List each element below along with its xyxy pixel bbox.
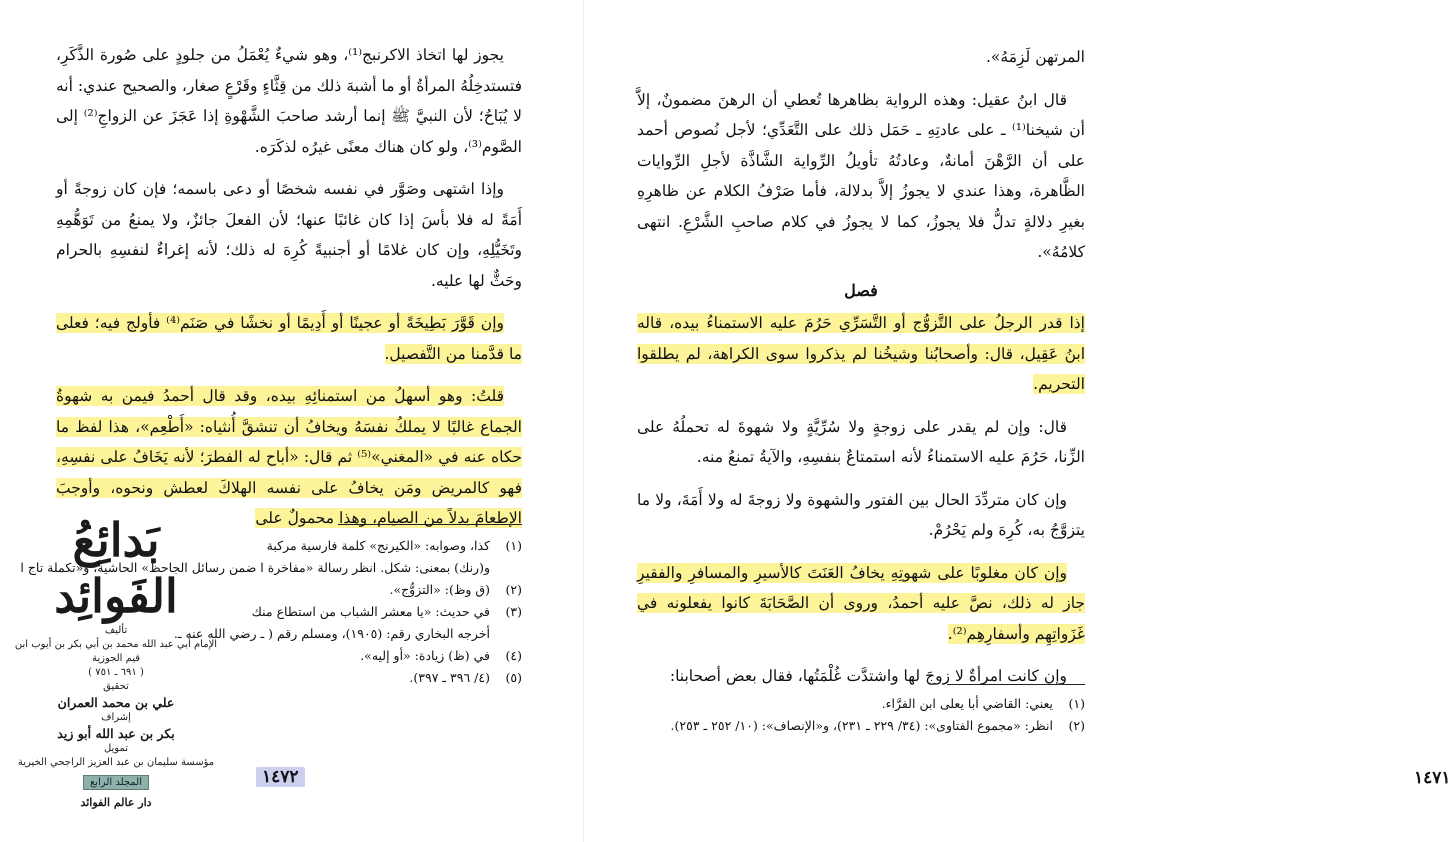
footnote xyxy=(232,579,522,601)
footnote-number: (٤) xyxy=(505,648,522,663)
footnote-number: (١) xyxy=(1068,696,1085,711)
cover-title: بَدائِعُ الفَوائِد xyxy=(54,513,178,623)
footnote-text: يعني: القاضي أبا يعلى ابن الفرَّاء. xyxy=(881,696,1053,711)
footnote-divider xyxy=(947,684,1085,685)
footnote-divider xyxy=(338,524,522,525)
right-paragraph-7: وإن كانت امرأةٌ لا زوجَ لها واشتدَّت غُلْمَتُها، فقال بعض أصحابنا: xyxy=(669,667,1067,685)
footnote xyxy=(232,645,522,667)
cover-funder: مؤسسة سليمان بن عبد العزيز الراجحي الخيرية xyxy=(17,757,215,768)
right-paragraph-3 xyxy=(637,308,1085,400)
left-paragraph-3 xyxy=(56,308,522,369)
right-paragraph-6 xyxy=(637,558,1085,650)
page-number: ١٤٧١ xyxy=(1414,768,1451,788)
cover-funding-label: تمويل xyxy=(103,743,129,754)
footnote xyxy=(173,601,522,645)
cover-author: الإمام أبي عبد الله محمد بن أبي بكر بن أيوب ابن قيم الجوزية xyxy=(14,639,218,664)
right-paragraph-4: قال: وإن لم يقدر على زوجةٍ ولا سُرِّيَّةٍ ولا شهوةَ له تحملُهُ على الزِّنا، حَرُمَ عليه الاستمناءُ لأنه استمتاعٌ بنفسِهِ، والآيةُ تمنعُ منه. xyxy=(637,417,1085,466)
highlight: قلتُ: وهو أسهلُ من استمنائِهِ بيده، وقد قال أحمدُ فيمن به شهوةُ الجماع غالبًا لا يملكُ نفسَهُ ويخافُ أن تنشقَّ أُنثياه: «أَطْعِم»، هذا لفظ ما حكاه عنه في «المغني»⁽⁵⁾ ثم قال: «أباح له الفطرَ؛ لأنه يَخَافُ على نفسِهِ، فهو كالمريض ومَن يخافُ على نفسه الهلاكَ لعطش ونحوه، وأوجبَ الإطعامَ بدلاً من الصيام، وهذا محمولٌ على xyxy=(56,387,522,527)
right-page xyxy=(585,0,1451,842)
left-page xyxy=(0,0,584,842)
right-footnotes xyxy=(637,693,1085,737)
highlight: إذا قدر الرجلُ على التَّزوُّج أو التَّسَرِّي حَرُمَ عليه الاستمناءُ بيده، قاله ابنُ عَقِيل، قال: وأصحابُنا وشيخُنا لم يذكروا سوى الكراهة، لم يطلقوا التحريم. xyxy=(637,314,1085,393)
book-cover-thumbnail xyxy=(14,508,218,838)
footnote-text: (٤/ ٣٩٦ ـ ٣٩٧). xyxy=(409,670,490,685)
footnote-text: في (ظ) زيادة: «أو إليه». xyxy=(360,648,490,663)
right-body-text xyxy=(637,42,1085,692)
highlight: وإن كان مغلوبًا على شهوتِهِ يخافُ العَنَتَ كالأسيرِ والمسافرِ والفقيرِ جاز له ذلك، نصَّ عليه أحمدُ، وروى أن الصَّحَابَةَ كانوا يفعلونه في غَزَواتِهِم وأسفارِهِم⁽²⁾. xyxy=(637,563,1085,643)
cover-publisher: دار عالم الفوائد xyxy=(80,796,152,809)
footnote xyxy=(637,715,1085,737)
cover-editor: علي بن محمد العمران xyxy=(57,695,175,710)
publisher-logo xyxy=(14,796,218,809)
footnote-continuation: أخرجه البخاري رقم: (١٩٠٥)، ومسلم رقم ( ـ رضي الله عنه ـ. xyxy=(173,626,490,641)
right-paragraph-2: قال ابنُ عقيل: وهذه الرواية بظاهرها تُعطي أن الرهنَ مضمونٌ، إلاَّ أن شيخنا⁽¹⁾ ـ على عادتِهِ ـ حَمَل ذلك على التَّعَدِّي؛ لأجل نُصوص أحمد على أن الرَّهْنَ أمانةٌ، وعادتُهُ تأويلُ الرِّواية الشَّاذَّة لأجلِ الرِّوايات الظَّاهرة، وهذا عندي لا يجوزُ إلاَّ بدلالة، فأما صَرْفُ الكلام عن ظاهرِهِ بغيرِ دلالةٍ تدلُّ فلا يجوزُ، كما لا يجوزُ في كلام صاحبِ الشَّرْعِ. انتهى كلامُهُ». xyxy=(637,90,1085,261)
section-heading: فصل xyxy=(844,280,878,300)
highlight: وإن قَوَّرَ بَطِيخَةً أو عجينًا أو أَدِيمًا أو نخشًا في صَنَم⁽⁴⁾ فأولج فيه؛ فعلى ما قدَّمنا من التَّفصيل. xyxy=(56,314,522,363)
footnote-number: (٣) xyxy=(505,604,522,619)
footnote-number: (٥) xyxy=(505,670,522,685)
right-paragraph-1: المرتهن لَزِمَهُ». xyxy=(985,48,1085,66)
footnote-text: انظر: «مجموع الفتاوى»: (٣٤/ ٢٢٩ ـ ٢٣١)، و«الإنصاف»: (١٠/ ٢٥٢ ـ ٢٥٣). xyxy=(670,718,1053,733)
footnote-number: (٢) xyxy=(1068,718,1085,733)
footnote-number: (٢) xyxy=(505,582,522,597)
cover-by-label: تأليف xyxy=(104,625,128,636)
left-paragraph-2: وإذا اشتهى وصَوَّر في نفسه شخصًا أو دعى باسمه؛ فإن كان زوجةً أو أَمَةً له فلا بأسَ إذا كان غائبًا عنها؛ لأن الفعلَ جائزٌ، ولا يمنعُ من تَوَهُّمِهِ وتَخَيُّلِهِ، وإن كان غلامًا أو أجنبيةً كُرِهَ له ذلك؛ لأنه إغراءٌ لنفسِهِ بالحرام وحَثٌّ لها عليه. xyxy=(56,180,522,290)
cover-volume-badge: المجلد الرابع xyxy=(83,775,149,790)
right-paragraph-5: وإن كان متردِّدَ الحال بين الفتور والشهوة ولا زوجةَ له ولا أَمَةَ، ولا ما يتزوَّجُ به، كُرِهَ ولم يَحْرُمْ. xyxy=(637,490,1085,539)
cover-supervision-label: إشراف xyxy=(101,712,131,723)
footnote-text: (ق وظ): «التزوُّج». xyxy=(389,582,490,597)
footnote xyxy=(637,693,1085,715)
footnote-number: (١) xyxy=(505,538,522,553)
footnote xyxy=(232,667,522,689)
cover-edited-label: تحقيق xyxy=(103,681,129,692)
page-number: ١٤٧٢ xyxy=(256,767,305,787)
cover-supervisor: بكر بن عبد الله أبو زيد xyxy=(57,726,175,741)
footnote-text: في حديث: «يا معشر الشباب من استطاع منك xyxy=(251,604,490,619)
left-paragraph-1: يجوز لها اتخاذ الاكرنبج⁽¹⁾، وهو شيءٌ يُعْمَلُ من جلودٍ على صُورة الذَّكَرِ، فتستدخِلُهُ المرأةُ أو ما أشبهَ ذلك من قِثَّاءٍ وقَرْعٍ صغار، والصحيح عندي: أنه لا يُبَاحُ؛ لأن النبيَّ ﷺ إنما أرشد صاحبَ الشَّهْوةِ إذا عَجَزَ عن الزواجِ⁽²⁾ إلى الصَّوم⁽³⁾، ولو كان هناك معنًى غيرُه لذكَرَه. xyxy=(56,46,523,156)
cover-dates: ( ٦٩١ ـ ٧٥١ ) xyxy=(88,667,144,678)
footnote-text: كذا، وصوابه: «الكيرنج» كلمة فارسية مركبة xyxy=(266,538,490,553)
footnote-continuation: و(رنك) بمعنى: شكل. انظر رسالة «مفاخرة ا ضمن رسائل الجاحظ» الحاشية، و«تكملة تاج ا xyxy=(20,560,490,575)
footnote xyxy=(20,535,522,579)
left-body-text xyxy=(56,40,522,534)
